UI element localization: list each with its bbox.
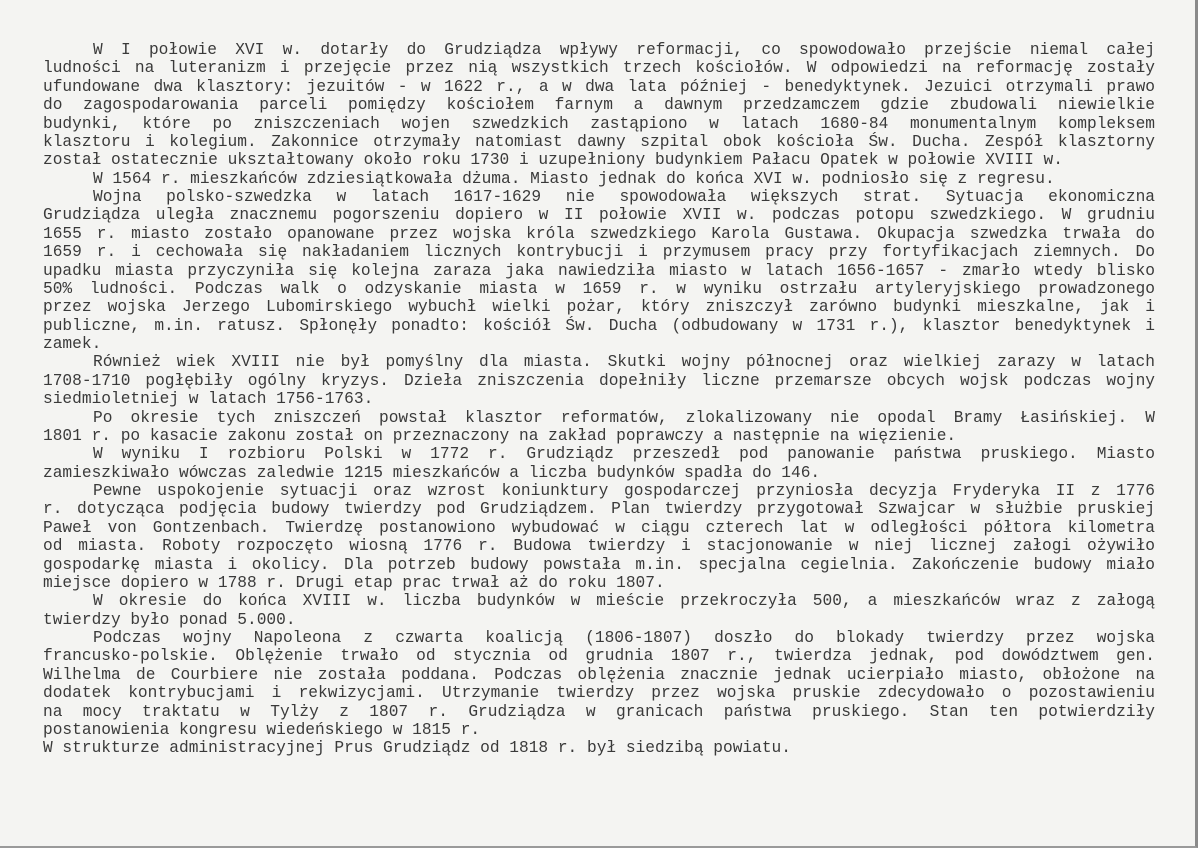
paragraph xyxy=(43,739,1155,757)
text-line: ufundowane dwa klasztory: jezuitów - w 1622 r., a w dwa lata później - benedyktynek. Jezuici otrzymali prawo xyxy=(43,77,1155,96)
paragraph xyxy=(43,482,1155,592)
text-line: upadku miasta przyczyniła się kolejna zaraza jaka nawiedziła miasto w latach 1656-1657 - zmarło wtedy blisko xyxy=(43,261,1155,280)
text-line: twierdzy było ponad 5.000. xyxy=(43,610,296,629)
text-line: W okresie do końca XVIII w. liczba budynków w mieście przekroczyła 500, a mieszkańców wraz z załogą xyxy=(93,592,1155,611)
paragraph xyxy=(43,188,1155,353)
document-page xyxy=(43,41,1155,758)
text-line: Po okresie tych zniszczeń powstał klasztor reformatów, zlokalizowany nie opodal Bramy Łasińskiej. W xyxy=(93,408,1155,427)
text-line: francusko-polskie. Oblężenie trwało od stycznia od grudnia 1807 r., twierdza jednak, pod dowództwem gen. xyxy=(43,647,1155,666)
text-line: miejsce dopiero w 1788 r. Drugi etap prac trwał aż do roku 1807. xyxy=(43,573,665,592)
text-line: Paweł von Gontzenbach. Twierdzę postanowiono wybudować w ciągu czterech lat w odległości półtora kilometra xyxy=(43,518,1155,537)
text-line: 1801 r. po kasacie zakonu został on przeznaczony na zakład poprawczy a następnie na więzienie. xyxy=(43,426,957,445)
paragraph xyxy=(43,353,1155,408)
text-line: 1708-1710 pogłębiły ogólny kryzys. Dzieła zniszczenia dopełniły liczne przemarsze obcych wojsk podczas wojny xyxy=(43,371,1155,390)
text-line: Podczas wojny Napoleona z czwarta koalicją (1806-1807) doszło do blokady twierdzy przez wojska xyxy=(93,629,1155,647)
paragraph xyxy=(43,629,1155,739)
paragraph xyxy=(43,445,1155,482)
text-line: W I połowie XVI w. dotarły do Grudziądza wpływy reformacji, co spowodowało przejście niemal całej xyxy=(93,41,1155,59)
paragraph xyxy=(43,170,1155,188)
paragraph xyxy=(43,41,1155,170)
text-line: publiczne, m.in. ratusz. Spłonęły ponadto: kościół Św. Ducha (odbudowany w 1731 r.), klasztor benedyktynek i xyxy=(43,316,1155,335)
text-line: r. dotycząca podjęcia budowy twierdzy pod Grudziądzem. Plan twierdzy przygotował Szwajcar w służbie pruskiej xyxy=(43,500,1155,519)
text-line: Grudziądza uległa znacznemu pogorszeniu dopiero w II połowie XVII w. podczas potopu szwedzkiego. W grudniu xyxy=(43,206,1155,225)
text-line: W strukturze administracyjnej Prus Grudziądz od 1818 r. był siedzibą powiatu. xyxy=(43,739,791,758)
text-line: ludności na luteranizm i przejęcie przez nią wszystkich trzech kościołów. W odpowiedzi na reformację zostały xyxy=(43,59,1155,78)
text-line: od miasta. Roboty rozpoczęto wiosną 1776 r. Budowa twierdzy i stacjonowanie w niej licznej załogi ożywiło xyxy=(43,537,1155,556)
text-line: do zagospodarowania parceli pomiędzy kościołem farnym a dawnym przedzamczem gdzie zbudowali niewielkie xyxy=(43,96,1155,115)
text-line: przez wojska Jerzego Lubomirskiego wybuchł wielki pożar, który zniszczył zarówno budynki mieszkalne, jak i xyxy=(43,298,1155,317)
text-line: Wilhelma de Courbiere nie została poddana. Podczas oblężenia znacznie jednak ucierpiało miasto, obłożone na xyxy=(43,665,1155,684)
text-line: zamieszkiwało wówczas zaledwie 1215 mieszkańców a liczba budynków spadła do 146. xyxy=(43,463,821,482)
paragraph xyxy=(43,592,1155,629)
text-line: W 1564 r. mieszkańców zdziesiątkowała dżuma. Miasto jednak do końca XVI w. podniosło się z regresu. xyxy=(93,169,1055,188)
text-line: klasztoru i kolegium. Zakonnice otrzymały natomiast dawny szpital obok kościoła Św. Ducha. Zespół klasztorny xyxy=(43,132,1155,151)
text-line: siedmioletniej w latach 1756-1763. xyxy=(43,390,374,409)
text-line: Również wiek XVIII nie był pomyślny dla miasta. Skutki wojny północnej oraz wielkiej zarazy w latach xyxy=(93,353,1155,372)
text-line: dodatek kontrybucjami i rekwizycjami. Utrzymanie twierdzy przez wojska pruskie zdecydowało o pozostawieniu xyxy=(43,684,1155,703)
text-line: W wyniku I rozbioru Polski w 1772 r. Grudziądz przeszedł pod panowanie państwa pruskiego. Miasto xyxy=(93,445,1155,464)
text-line: budynki, które po zniszczeniach wojen szwedzkich zastąpiono w latach 1680-84 monumentalnym kompleksem xyxy=(43,114,1155,133)
text-line: 50% ludności. Podczas walk o odzyskanie miasta w 1659 r. w wyniku ostrzału artyleryjskiego prowadzonego xyxy=(43,279,1155,298)
text-line: Wojna polsko-szwedzka w latach 1617-1629 nie spowodowała większych strat. Sytuacja ekonomiczna xyxy=(93,188,1155,206)
text-line: na mocy traktatu w Tylży z 1807 r. Grudziądza w granicach państwa pruskiego. Stan ten potwierdziły xyxy=(43,702,1155,721)
text-line: postanowienia kongresu wiedeńskiego w 1815 r. xyxy=(43,720,481,739)
text-line: 1655 r. miasto zostało opanowane przez wojska króla szwedzkiego Karola Gustawa. Okupacja szwedzka trwała do xyxy=(43,224,1155,243)
text-line: gospodarkę miasta i okolicy. Dla potrzeb budowy powstała m.in. specjalna cegielnia. Zakończenie budowy miało xyxy=(43,555,1155,574)
text-line: Pewne uspokojenie sytuacji oraz wzrost koniunktury gospodarczej przyniosła decyzja Fryderyka II z 1776 xyxy=(93,482,1155,500)
text-line: 1659 r. i cechowała się nakładaniem licznych kontrybucji i przymusem pracy przy fortyfikacjach ziemnych. Do xyxy=(43,243,1155,262)
text-line: został ostatecznie ukształtowany około roku 1730 i uzupełniony budynkiem Pałacu Opatek w połowie XVIII w. xyxy=(43,151,1063,170)
text-line: zamek. xyxy=(43,335,102,353)
paragraph xyxy=(43,409,1155,446)
